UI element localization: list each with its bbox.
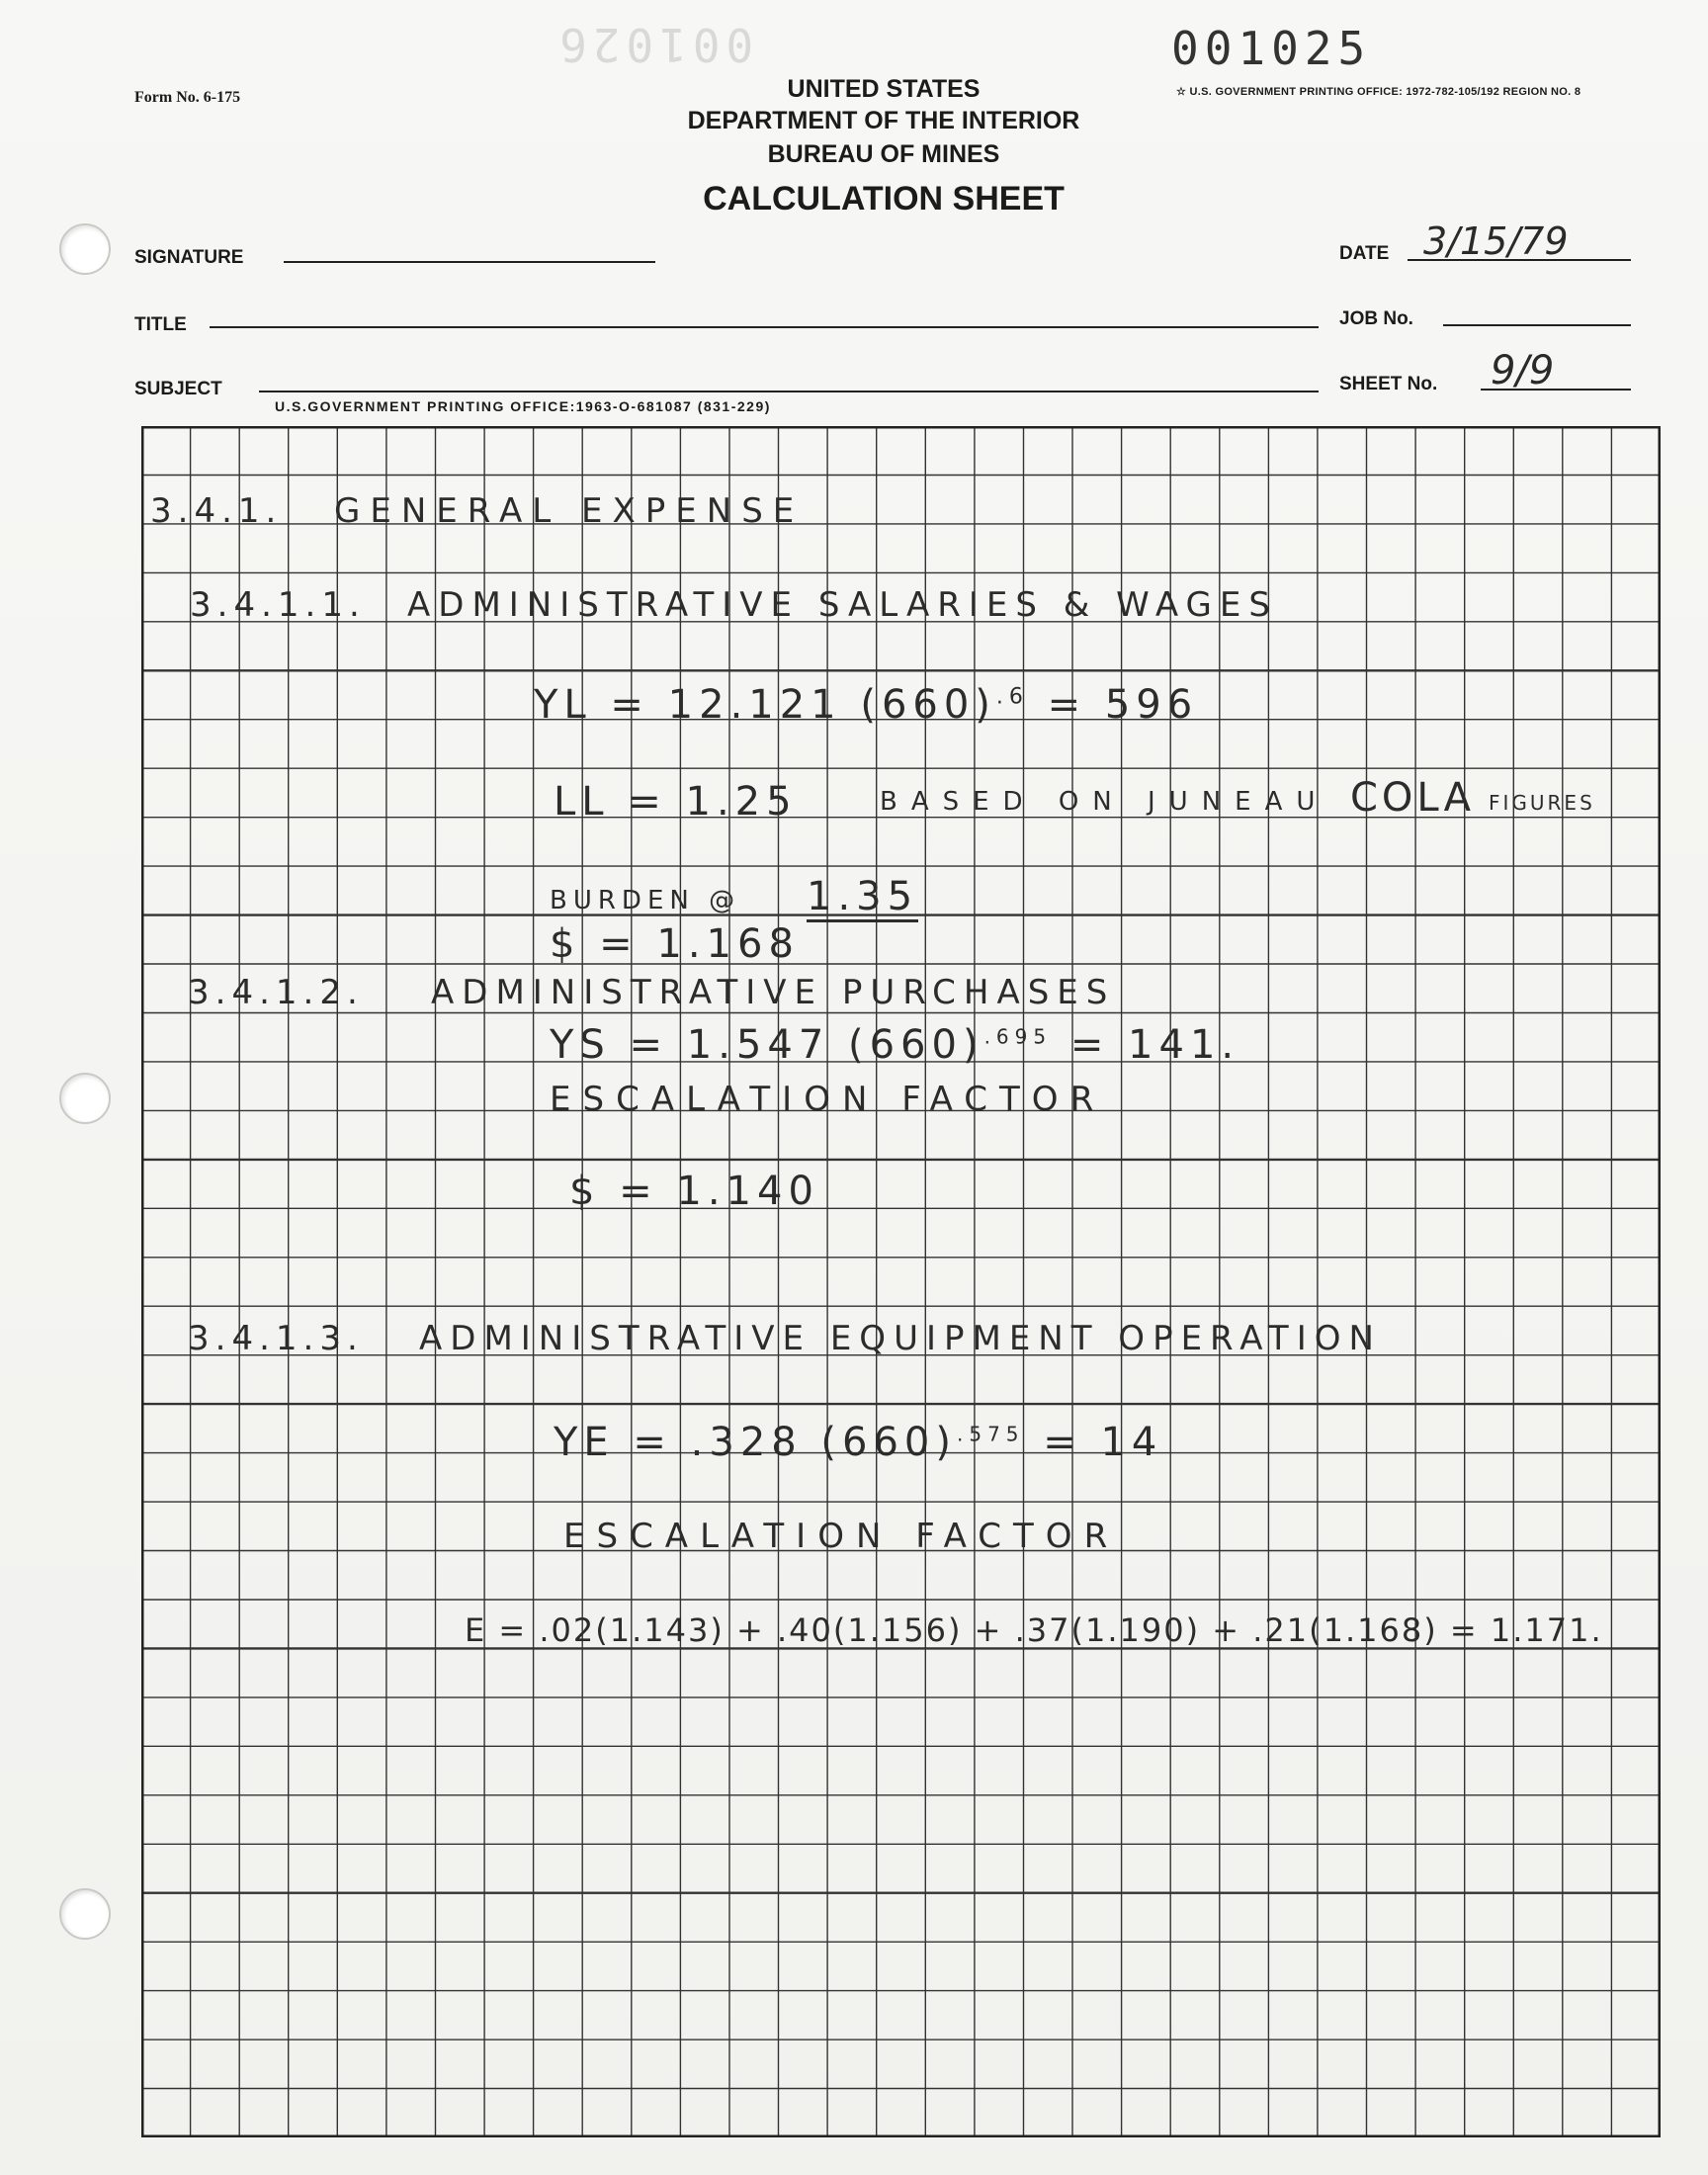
equation-ye — [554, 1420, 1162, 1465]
purchases-escalation-label: ESCALATION FACTOR — [550, 1080, 1106, 1119]
section-3-4-1-3-title: ADMINISTRATIVE EQUIPMENT OPERATION — [419, 1319, 1382, 1358]
job-number-line — [1443, 324, 1631, 326]
equation-ye-rhs: = 14 — [1043, 1420, 1163, 1465]
equation-ys — [550, 1022, 1239, 1068]
section-3-4-1-1-title: ADMINISTRATIVE SALARIES & WAGES — [407, 585, 1278, 625]
section-3-4-1-number: 3.4.1. — [150, 491, 283, 531]
serial-number: 001025 — [1171, 22, 1372, 75]
equation-ys-rhs: = 141. — [1069, 1022, 1240, 1068]
equation-yl-exponent: .6 — [995, 684, 1029, 710]
section-3-4-1-3-number: 3.4.1.3. — [188, 1319, 364, 1358]
purchases-dollar-factor: $ = 1.140 — [569, 1169, 819, 1214]
gpo-notice-sub: U.S.GOVERNMENT PRINTING OFFICE:1963-O-681087 (831-229) — [275, 398, 771, 414]
title-label: TITLE — [134, 314, 187, 335]
ll-note: BASED ON JUNEAU — [880, 787, 1329, 817]
section-3-4-1-1-number: 3.4.1.1. — [190, 585, 366, 625]
equation-ys-lhs: YS = 1.547 (660) — [550, 1022, 984, 1068]
date-value: 3/15/79 — [1423, 219, 1569, 263]
equation-ye-lhs: YE = .328 (660) — [554, 1420, 957, 1465]
header-line-united-states: UNITED STATES — [787, 75, 981, 103]
signature-label: SIGNATURE — [134, 247, 244, 268]
equipment-escalation-label: ESCALATION FACTOR — [563, 1517, 1120, 1556]
binder-hole-top — [59, 223, 111, 275]
equation-ye-exponent: .575 — [957, 1422, 1025, 1446]
ll-value: LL = 1.25 — [554, 779, 798, 825]
equation-yl-rhs: = 596 — [1047, 682, 1199, 728]
burden-label: BURDEN @ — [550, 886, 741, 915]
equation-yl-lhs: YL = 12.121 (660) — [534, 682, 996, 728]
serial-number-bleedthrough: 001026 — [554, 18, 754, 71]
header-line-department: DEPARTMENT OF THE INTERIOR — [687, 107, 1080, 134]
subject-line — [259, 391, 1319, 392]
date-label: DATE — [1339, 243, 1390, 264]
ll-figures: FIGURES — [1489, 791, 1595, 815]
sheet-number-label: SHEET No. — [1339, 374, 1438, 394]
equation-yl — [534, 682, 1198, 728]
job-number-label: JOB No. — [1339, 308, 1413, 329]
burden-value: 1.35 — [807, 874, 918, 922]
signature-line — [284, 261, 655, 263]
section-3-4-1-2-title: ADMINISTRATIVE PURCHASES — [431, 973, 1116, 1012]
section-3-4-1-title: GENERAL EXPENSE — [334, 491, 805, 531]
ll-cola: COLA — [1350, 775, 1475, 821]
form-number: Form No. 6-175 — [134, 89, 241, 106]
binder-hole-bottom — [59, 1888, 111, 1940]
equipment-escalation-equation: E = .02(1.143) + .40(1.156) + .37(1.190) + .21(1.168) = 1.171. — [465, 1611, 1603, 1649]
subject-label: SUBJECT — [134, 379, 222, 399]
header-line-bureau: BUREAU OF MINES — [767, 140, 1000, 168]
section-3-4-1-2-number: 3.4.1.2. — [188, 973, 364, 1012]
page-title: CALCULATION SHEET — [703, 180, 1065, 218]
binder-hole-middle — [59, 1073, 111, 1124]
gpo-notice-top: ☆ U.S. GOVERNMENT PRINTING OFFICE: 1972-782-105/192 REGION NO. 8 — [1176, 86, 1581, 98]
salaries-dollar-factor: $ = 1.168 — [550, 921, 800, 967]
equation-ys-exponent: .695 — [983, 1024, 1053, 1049]
title-line — [210, 326, 1319, 328]
sheet-number-value: 9/9 — [1491, 348, 1555, 393]
